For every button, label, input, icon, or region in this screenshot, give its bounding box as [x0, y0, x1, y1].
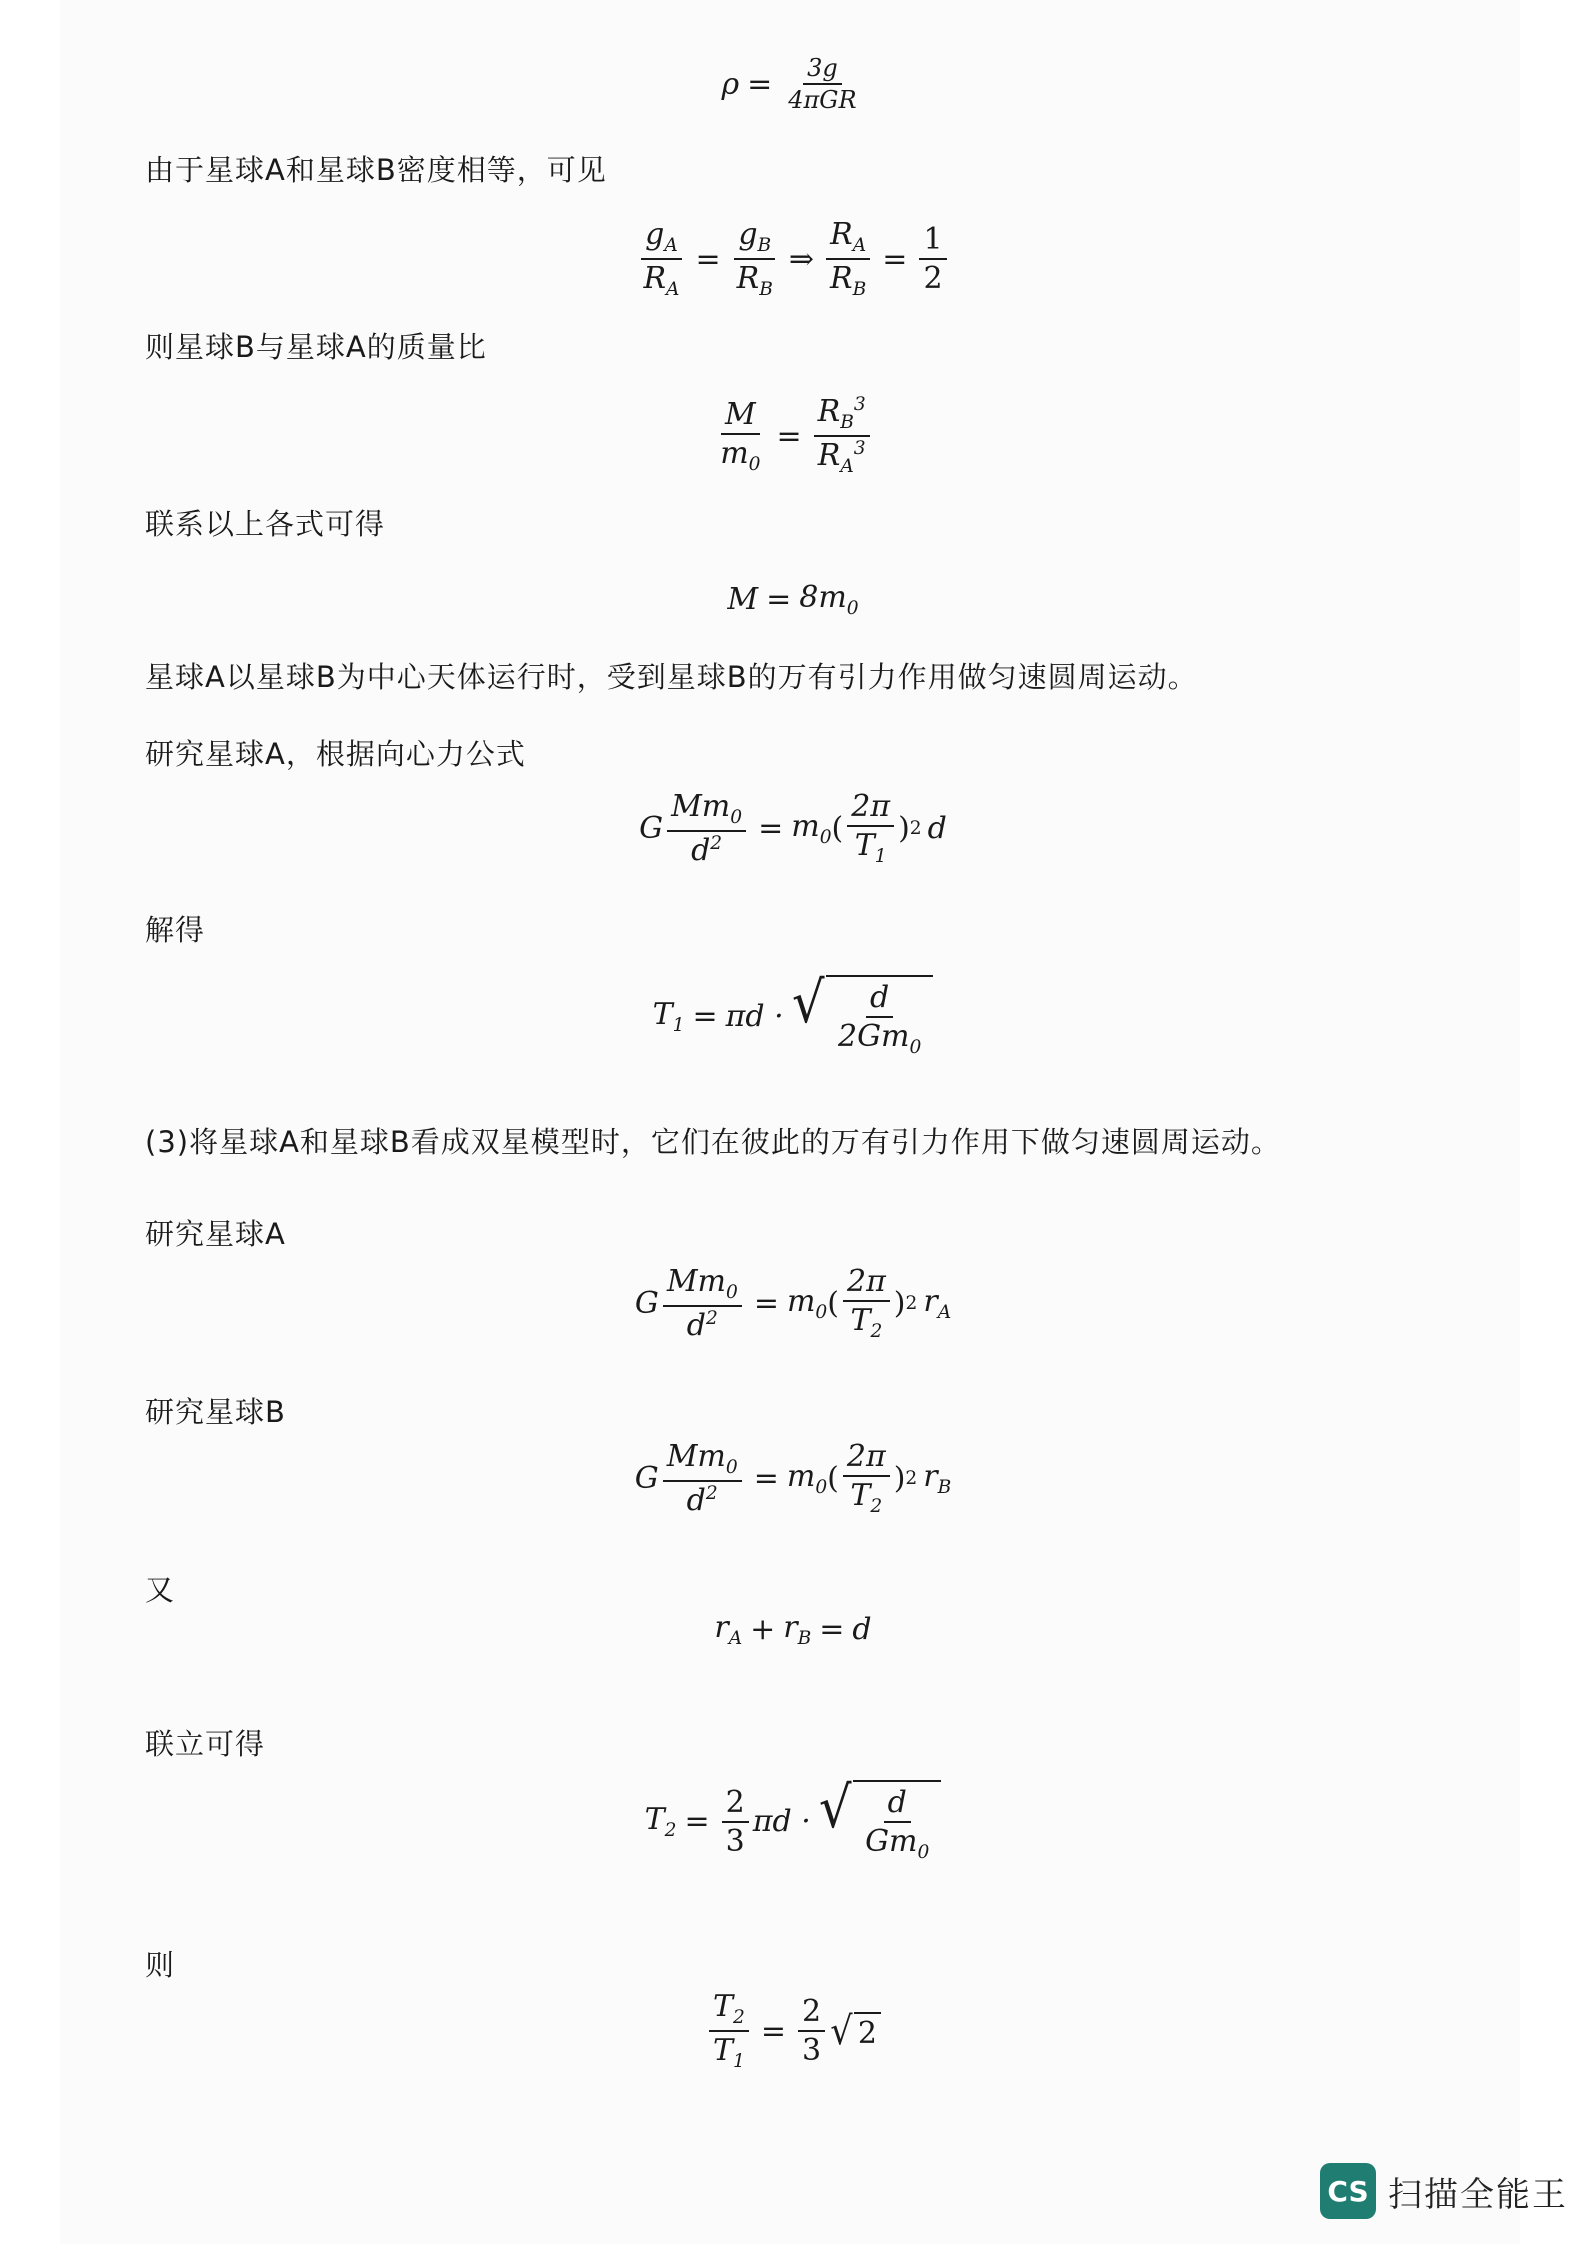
text-study-a2: 研究星球A: [145, 1217, 286, 1251]
text-study-b: 研究星球B: [145, 1395, 286, 1429]
watermark-text: 扫描全能王: [1388, 2174, 1568, 2215]
fraction-denominator: 4πGR: [788, 86, 857, 115]
camscanner-logo-icon: CS: [1320, 2163, 1376, 2219]
text-also: 又: [145, 1573, 176, 1607]
equation-binary-a: G $\frac{Mm_0}{d^2}$ = $m_0$ ( $\frac{2\pi}{T_2}$ ) 2 $r_A$: [634, 1264, 952, 1344]
equation-mass-ratio: $\frac{M}{m_0}$ = $\frac{R_B^3}{R_A^3}$: [0, 395, 1586, 478]
implies-arrow: ⇒: [788, 241, 815, 277]
equation-radius-sum: $r_A$ + $r_B$ = d: [714, 1610, 872, 1649]
text-binary-model: (3)将星球A和星球B看成双星模型时，它们在彼此的万有引力作用下做匀速圆周运动。: [145, 1125, 1281, 1159]
text-mass-ratio: 则星球B与星球A的质量比: [145, 330, 487, 364]
text-combine: 联系以上各式可得: [145, 507, 386, 541]
equation-ratio: $\frac{g_A}{R_A}$ = $\frac{g_B}{R_B}$ ⇒ $\frac{R_A}{R_B}$ = $\frac{1}{2}$: [0, 218, 1586, 301]
equation-period-ratio: $\frac{T_2}{T_1}$ = $\frac{2}{3}$ √ 2: [0, 1990, 1586, 2073]
equation-density: ρ = $\frac{3g}{\text{4πGR}}$: [0, 55, 1586, 114]
equation-mass-result: M = $8m_0$: [727, 580, 859, 619]
text-orbit: 星球A以星球B为中心天体运行时，受到星球B的万有引力作用做匀速圆周运动。: [145, 660, 1198, 694]
text-study-a: 研究星球A，根据向心力公式: [145, 737, 526, 771]
text-then: 则: [145, 1948, 176, 1982]
equation-t1: $T_1$ = πd · √ $\frac{d}{2Gm_0}$: [0, 975, 1586, 1058]
equation-binary-b: G $\frac{Mm_0}{d^2}$ = $m_0$ ( $\frac{2\pi}{T_2}$ ) 2 $r_B$: [634, 1439, 952, 1519]
fraction: [784, 55, 860, 114]
fraction-numerator: 3g: [803, 55, 842, 85]
equation-t2: $T_2$ = $\frac{2}{3}$ πd · √ $\frac{d}{Gm_0}$: [0, 1780, 1586, 1863]
text-solve: 解得: [145, 913, 206, 947]
camscanner-watermark: [1320, 2160, 1568, 2222]
equation-centripetal: G $\frac{Mm_0}{d^2}$ = $m_0$ ( $\frac{2\pi}{T_1}$ ) 2 d: [639, 789, 947, 869]
symbol-rho: ρ: [721, 66, 740, 102]
text-density-equal: 由于星球A和星球B密度相等，可见: [145, 153, 607, 187]
text-combined: 联立可得: [145, 1727, 266, 1761]
